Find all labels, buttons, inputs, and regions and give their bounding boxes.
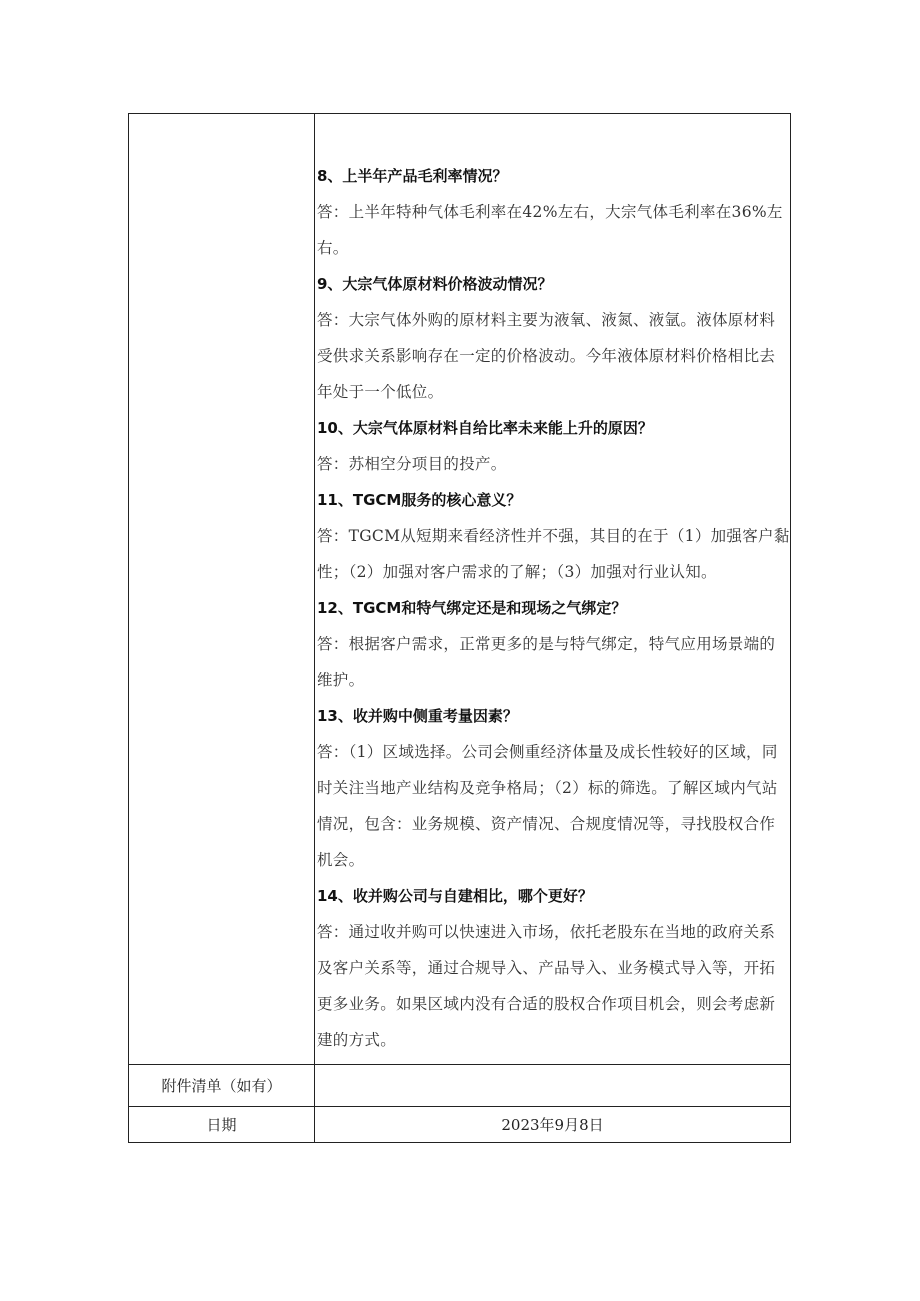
answer-14: 答：通过收并购可以快速进入市场，依托老股东在当地的政府关系及客户关系等，通过合规导入、产品导入、业务模式导入等，开拓更多业务。如果区域内没有合适的股权合作项目机会，则会考虑新建的方式。 xyxy=(317,923,776,1049)
empty-label-cell xyxy=(129,114,315,1065)
answer-10: 答：苏相空分项目的投产。 xyxy=(317,455,507,473)
qa-content-cell xyxy=(315,114,791,1065)
date-row xyxy=(129,1107,791,1143)
date-value: 2023年9月8日 xyxy=(315,1107,791,1143)
question-10: 10、大宗气体原材料自给比率未来能上升的原因？ xyxy=(317,419,653,437)
answer-11: 答：TGCM从短期来看经济性并不强，其目的在于（1）加强客户黏性；（2）加强对客户需求的了解；（3）加强对行业认知。 xyxy=(317,527,790,581)
question-13: 13、收并购中侧重考量因素？ xyxy=(317,707,518,725)
record-table xyxy=(128,113,791,1143)
question-12: 12、TGCM和特气绑定还是和现场之气绑定？ xyxy=(317,599,627,617)
qa-row xyxy=(129,114,791,1065)
attachments-row xyxy=(129,1065,791,1107)
answer-8: 答：上半年特种气体毛利率在42%左右，大宗气体毛利率在36%左右。 xyxy=(317,203,783,257)
answer-12: 答：根据客户需求，正常更多的是与特气绑定，特气应用场景端的维护。 xyxy=(317,635,776,689)
question-11: 11、TGCM服务的核心意义？ xyxy=(317,491,522,509)
date-label: 日期 xyxy=(129,1107,315,1143)
answer-9: 答：大宗气体外购的原材料主要为液氧、液氮、液氩。液体原材料受供求关系影响存在一定的价格波动。今年液体原材料价格相比去年处于一个低位。 xyxy=(317,311,776,401)
question-9: 9、大宗气体原材料价格波动情况？ xyxy=(317,275,553,293)
question-8: 8、上半年产品毛利率情况？ xyxy=(317,167,508,185)
answer-13: 答：（1）区域选择。公司会侧重经济体量及成长性较好的区域，同时关注当地产业结构及竞争格局；（2）标的筛选。了解区域内气站情况，包含：业务规模、资产情况、合规度情况等，寻找股权合作机会。 xyxy=(317,743,778,869)
attachments-value xyxy=(315,1065,791,1107)
attachments-label: 附件清单（如有） xyxy=(129,1065,315,1107)
question-14: 14、收并购公司与自建相比，哪个更好？ xyxy=(317,887,593,905)
